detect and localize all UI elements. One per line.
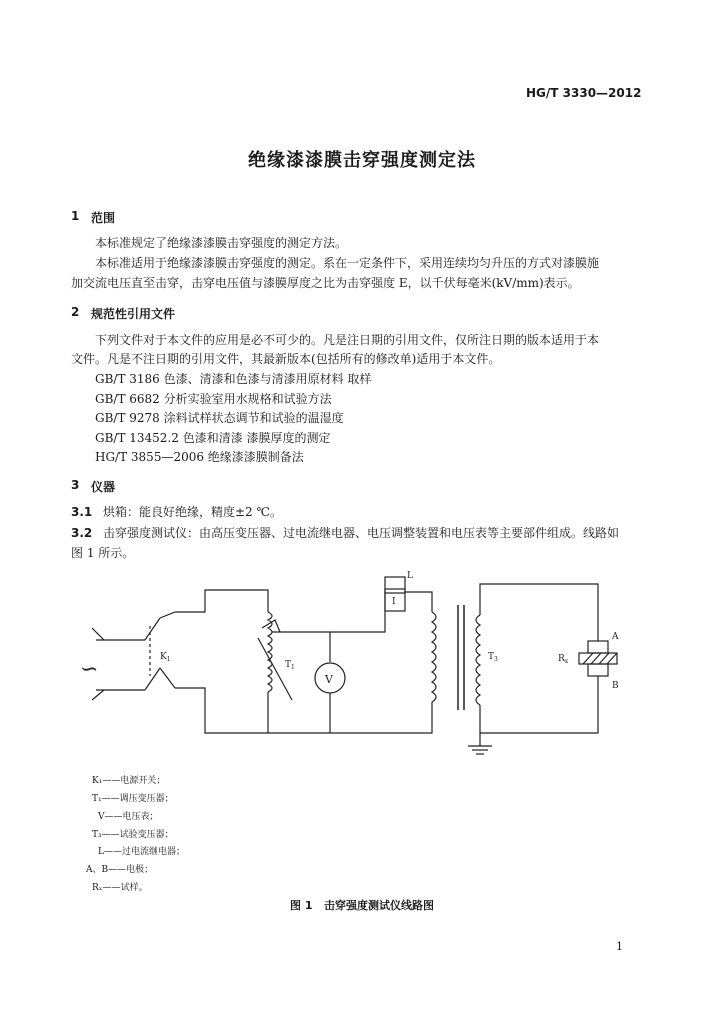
legend-item: A、B——电极； (86, 865, 154, 875)
autotransformer-t1 (258, 612, 292, 733)
clause-3-2-text-line-2: 图 1 所示。 (71, 546, 135, 560)
legend-item: V——电压表； (98, 812, 159, 822)
clause-3-2-number: 3.2 (71, 526, 93, 540)
section-1-number: 1 (71, 209, 80, 223)
legend-item: T₃——试验变压器； (92, 830, 174, 840)
wire-relay-to-primary (405, 592, 432, 612)
specimen-hatch (607, 653, 617, 664)
wire-to-relay (330, 592, 385, 632)
reference-item: GB/T 3186 色漆、清漆和色漆与清漆用原材料 取样 (95, 372, 372, 386)
legend-item: T₁——调压变压器； (92, 794, 174, 804)
reference-item: GB/T 9278 涂料试样状态调节和试验的温湿度 (95, 411, 344, 425)
circuit-diagram (0, 560, 724, 770)
legend-item: L——过电流继电器； (98, 847, 185, 857)
test-transformer-secondary (476, 615, 480, 705)
voltmeter-label: V (325, 673, 333, 686)
section-1-title: 范围 (91, 211, 116, 225)
relay-coil-l (385, 577, 405, 593)
reference-item: GB/T 13452.2 色漆和清漆 漆膜厚度的测定 (95, 431, 331, 445)
clause-3-2-text-line-1: 击穿强度测试仪：由高压变压器、过电流继电器、电压调整装置和电压表等主要部件组成。线路如 (103, 526, 620, 540)
electrode-a-label: A (612, 632, 619, 642)
specimen-hatch (599, 653, 609, 664)
t1-label: $T_1$ (285, 660, 295, 671)
figure-caption-number: 图 1 (290, 899, 313, 912)
t3-label: $T_3$ (488, 652, 498, 663)
wire-secondary-top (480, 584, 598, 641)
wire-bottom (175, 688, 330, 733)
ac-source-symbol: ∽ (80, 657, 99, 682)
section-1-para-2-line-2: 加交流电压直至击穿，击穿电压值与漆膜厚度之比为击穿强度 E，以千伏每毫米(kV/mm)表示。 (71, 276, 580, 290)
section-2-number: 2 (71, 305, 80, 319)
section-2-para-line-2: 文件。凡是不注日期的引用文件，其最新版本(包括所有的修改单)适用于本文件。 (71, 352, 501, 366)
document-title: 绝缘漆漆膜击穿强度测定法 (248, 150, 476, 171)
wire-top-t1 (175, 590, 268, 612)
reference-item: HG/T 3855—2006 绝缘漆漆膜制备法 (95, 450, 304, 464)
supply-stub-top (92, 628, 104, 640)
rx-label: $R_x$ (558, 654, 569, 665)
section-2-para-line-1: 下列文件对于本文件的应用是必不可少的。凡是注日期的引用文件，仅所注日期的版本适用于本 (95, 333, 600, 347)
section-1-para-1: 本标准规定了绝缘漆漆膜击穿强度的测定方法。 (95, 236, 348, 250)
figure-caption (0, 897, 724, 913)
section-3-title: 仪器 (91, 480, 116, 494)
switch-k1 (145, 612, 175, 690)
clause-3-1-number: 3.1 (71, 505, 93, 519)
wire-to-voltmeter (272, 632, 330, 662)
section-1-para-2-line-1: 本标准适用于绝缘漆漆膜击穿强度的测定。系在一定条件下，采用连续均匀升压的方式对漆膜施 (95, 256, 600, 270)
reference-item: GB/T 6682 分析实验室用水规格和试验方法 (95, 392, 332, 406)
test-transformer-primary (432, 612, 436, 702)
section-2-title: 规范性引用文件 (91, 307, 176, 321)
section-3-number: 3 (71, 478, 80, 492)
wire-primary-bottom (330, 702, 432, 733)
electrode-b-label: B (612, 681, 619, 691)
specimen-hatch (583, 653, 593, 664)
figure-caption-text: 击穿强度测试仪线路图 (323, 899, 434, 912)
electrode-b (588, 664, 608, 676)
supply-stub-bottom (92, 690, 104, 700)
standard-number: HG/T 3330—2012 (526, 86, 642, 100)
clause-3-1-text: 烘箱：能良好绝缘，精度±2 ℃。 (103, 505, 282, 519)
relay-label-l: L (407, 571, 413, 581)
page-number: 1 (616, 940, 623, 953)
wire-secondary-bottom (480, 676, 598, 733)
electrode-a (588, 641, 608, 653)
relay-label-i: I (392, 597, 396, 607)
legend-item: Rₓ——试样。 (92, 883, 148, 893)
k1-label: $K_1$ (160, 652, 171, 663)
specimen-hatch (591, 653, 601, 664)
legend-item: K₁——电源开关； (92, 776, 166, 786)
